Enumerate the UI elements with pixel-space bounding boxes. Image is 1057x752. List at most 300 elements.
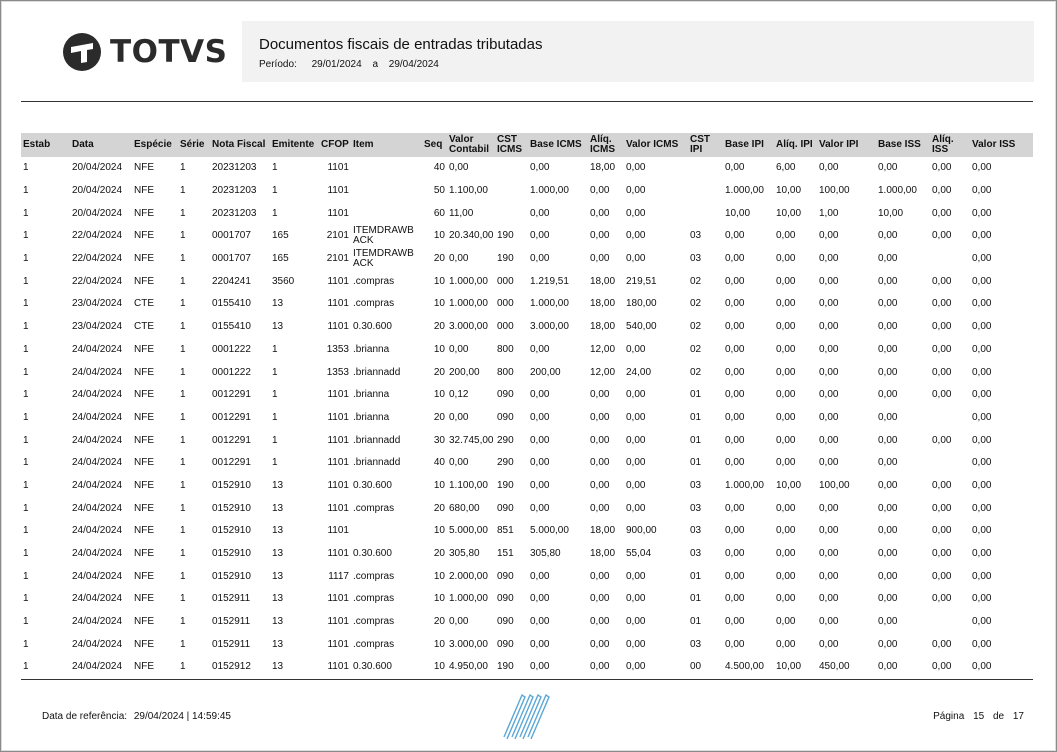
table-cell: 0152910 xyxy=(212,502,251,514)
table-cell xyxy=(495,157,528,180)
table-cell: 3560 xyxy=(272,275,295,287)
table-cell: 24/04/2024 xyxy=(70,656,132,679)
table-cell: 0,00 xyxy=(725,298,745,310)
table-cell: CTE xyxy=(134,321,154,333)
table-cell: 1 xyxy=(272,366,278,378)
table-cell: 0,00 xyxy=(972,185,992,197)
table-cell: 0,00 xyxy=(878,616,898,628)
table-cell: 200,00 xyxy=(530,366,561,378)
table-cell: 2204241 xyxy=(212,275,251,287)
column-header: CST IPI xyxy=(688,133,723,157)
table-cell: 1.100,00 xyxy=(449,185,488,197)
table-cell: 0,00 xyxy=(972,638,992,650)
table-cell: 0,00 xyxy=(972,457,992,469)
table-cell: 0,00 xyxy=(725,275,745,287)
table-cell: 10 xyxy=(433,525,445,537)
table-cell: 1 xyxy=(180,411,186,423)
table-cell: 1 xyxy=(23,185,29,197)
footer-brand-icon xyxy=(500,693,556,739)
table-cell: NFE xyxy=(134,389,154,401)
table-row xyxy=(21,361,1033,384)
page-total: 17 xyxy=(1012,711,1024,722)
table-cell: 1 xyxy=(23,207,29,219)
table-cell: 02 xyxy=(690,321,702,333)
table-cell: 000 xyxy=(497,275,514,287)
table-cell: 0,00 xyxy=(449,411,469,423)
table-row xyxy=(21,225,1033,248)
table-body xyxy=(21,157,1033,679)
table-cell: 0,00 xyxy=(776,457,796,469)
table-cell: 0,00 xyxy=(932,570,952,582)
table-cell: 0,00 xyxy=(590,389,610,401)
table-cell xyxy=(351,520,422,543)
table-cell: 1 xyxy=(180,366,186,378)
table-cell: 290 xyxy=(497,457,514,469)
table-cell xyxy=(688,157,723,180)
table-cell: 1 xyxy=(180,616,186,628)
table-row xyxy=(21,543,1033,566)
table-cell: 0,00 xyxy=(624,656,688,679)
table-cell: 0,00 xyxy=(819,366,839,378)
table-cell: 0,00 xyxy=(932,389,952,401)
table-cell: 00 xyxy=(688,656,723,679)
table-row xyxy=(21,407,1033,430)
table-cell: 20231203 xyxy=(212,162,257,174)
table-cell: 1 xyxy=(23,366,29,378)
table-cell xyxy=(351,180,422,203)
table-cell: 0,00 xyxy=(626,593,646,605)
table-cell: 0,00 xyxy=(932,502,952,514)
table-cell: 0,00 xyxy=(530,570,550,582)
table-cell: 0,00 xyxy=(972,411,992,423)
table-cell: 0,00 xyxy=(930,656,970,679)
table-cell: 0,00 xyxy=(725,638,745,650)
table-cell: 0,00 xyxy=(972,570,992,582)
table-cell: 0,00 xyxy=(530,343,550,355)
table-cell: 1 xyxy=(180,162,186,174)
table-cell: 0,00 xyxy=(819,457,839,469)
table-cell: 100,00 xyxy=(819,185,850,197)
table-cell: NFE xyxy=(134,230,154,242)
column-header: Alíq. ICMS xyxy=(588,133,624,157)
table-cell: .briannadd xyxy=(353,457,401,469)
table-cell: 1 xyxy=(180,298,186,310)
table-cell: ITEMDRAWBACK xyxy=(353,248,414,270)
table-cell xyxy=(495,180,528,203)
table-row xyxy=(21,565,1033,588)
table-cell: 1101 xyxy=(327,162,349,174)
table-cell: 23/04/2024 xyxy=(72,321,123,333)
table-cell: 24/04/2024 xyxy=(72,548,123,560)
table-cell: 0,00 xyxy=(725,457,745,469)
table-cell: 0012291 xyxy=(212,389,251,401)
table-cell: 1.000,00 xyxy=(878,185,917,197)
table-cell: 0,00 xyxy=(878,548,898,560)
table-cell: .brianna xyxy=(353,411,390,423)
table-cell: 0,00 xyxy=(932,162,952,174)
table-cell xyxy=(688,180,723,203)
table-cell: NFE xyxy=(134,162,154,174)
table-cell: 11,00 xyxy=(449,207,474,219)
table-cell: 0,00 xyxy=(972,389,992,401)
table-cell: 0,00 xyxy=(590,638,610,650)
table-cell xyxy=(930,452,970,475)
table-cell: 0,00 xyxy=(972,502,992,514)
table-cell: 0,00 xyxy=(590,434,610,446)
period-label: Período: xyxy=(259,59,297,70)
table-cell: 1,00 xyxy=(819,207,839,219)
table-cell: 20 xyxy=(433,548,445,560)
table-cell: 0,00 xyxy=(932,298,952,310)
table-cell: 0012291 xyxy=(212,411,251,423)
table-cell: 0,00 xyxy=(725,502,745,514)
table-cell: 40 xyxy=(433,457,445,469)
table-cell: 1.100,00 xyxy=(449,479,488,491)
table-cell: 0,00 xyxy=(725,230,745,242)
period-start: 29/01/2024 xyxy=(311,59,362,70)
table-cell: 219,51 xyxy=(626,275,657,287)
table-cell: .compras xyxy=(353,298,395,310)
table-cell: 0,00 xyxy=(878,411,898,423)
totvs-logo-icon xyxy=(62,32,102,72)
column-header: CST ICMS xyxy=(495,133,528,157)
table-cell: 1 xyxy=(23,457,29,469)
table-cell: 1.000,00 xyxy=(530,298,569,310)
table-cell: 0152910 xyxy=(212,525,251,537)
column-header: Valor ICMS xyxy=(624,133,688,157)
table-cell: 0012291 xyxy=(212,434,251,446)
table-cell: 23/04/2024 xyxy=(72,298,123,310)
table-cell: 0,00 xyxy=(776,570,796,582)
table-cell: 1 xyxy=(23,162,29,174)
table-cell: 03 xyxy=(690,548,702,560)
reference-date xyxy=(42,711,231,722)
table-cell: 0,00 xyxy=(972,275,992,287)
table-row xyxy=(21,270,1033,293)
table-cell: 0,00 xyxy=(972,479,992,491)
table-cell: 03 xyxy=(690,525,702,537)
table-row xyxy=(21,497,1033,520)
table-cell: 0152911 xyxy=(212,593,251,605)
table-cell: 10 xyxy=(433,343,445,355)
table-cell: 0,00 xyxy=(972,616,992,628)
table-cell: 090 xyxy=(497,389,514,401)
table-cell xyxy=(688,202,723,225)
table-cell: 0,00 xyxy=(588,656,624,679)
table-cell: 24/04/2024 xyxy=(72,343,123,355)
table-cell: 20 xyxy=(433,366,445,378)
table-cell: 0,00 xyxy=(626,230,646,242)
table-cell: 0001707 xyxy=(212,230,251,242)
column-header: Base ICMS xyxy=(528,133,588,157)
table-cell: 0,00 xyxy=(626,343,646,355)
table-cell: 5.000,00 xyxy=(530,525,569,537)
table-cell: NFE xyxy=(134,638,154,650)
table-cell: 165 xyxy=(272,253,289,265)
table-cell: 1101 xyxy=(327,434,349,446)
table-cell: 1 xyxy=(23,638,29,650)
table-cell: 24/04/2024 xyxy=(72,389,123,401)
table-cell: 03 xyxy=(690,253,702,265)
table-cell: 30 xyxy=(433,434,445,446)
table-cell: NFE xyxy=(134,185,154,197)
table-cell: NFE xyxy=(134,616,154,628)
table-row xyxy=(21,248,1033,271)
table-row xyxy=(21,452,1033,475)
table-cell: 0,00 xyxy=(530,162,550,174)
table-cell: 10 xyxy=(433,275,445,287)
table-cell: 0152911 xyxy=(212,638,251,650)
table-cell: 0,00 xyxy=(530,638,550,650)
table-cell: 1 xyxy=(23,389,29,401)
table-cell: 0,00 xyxy=(819,525,839,537)
table-cell: 1 xyxy=(180,548,186,560)
table-cell: 900,00 xyxy=(626,525,657,537)
table-cell: 0,00 xyxy=(878,593,898,605)
table-cell: 1 xyxy=(180,321,186,333)
table-cell: 0,00 xyxy=(626,570,646,582)
report-period xyxy=(259,59,439,70)
table-cell: 2101 xyxy=(326,253,349,265)
table-cell: 0,00 xyxy=(528,656,588,679)
table-cell: 0,00 xyxy=(626,162,646,174)
table-cell: 10 xyxy=(433,230,445,242)
table-cell: 24/04/2024 xyxy=(72,479,123,491)
table-cell: 0,00 xyxy=(725,548,745,560)
table-cell: 1 xyxy=(180,457,186,469)
table-cell: 0,00 xyxy=(819,275,839,287)
table-cell: CTE xyxy=(134,298,154,310)
table-cell: 0,00 xyxy=(449,162,469,174)
table-cell: 20231203 xyxy=(212,207,257,219)
table-cell: 1.000,00 xyxy=(530,185,569,197)
table-cell: 0,00 xyxy=(878,479,898,491)
table-cell: 851 xyxy=(497,525,514,537)
table-cell: 0,00 xyxy=(776,525,796,537)
table-row xyxy=(21,611,1033,634)
table-cell: 1 xyxy=(23,479,29,491)
table-cell: 0,00 xyxy=(878,275,898,287)
column-header: Alíq. IPI xyxy=(774,133,817,157)
page-label: Página xyxy=(933,711,965,722)
table-cell: 0,00 xyxy=(530,253,550,265)
table-cell: 13 xyxy=(272,638,284,650)
table-cell: 1 xyxy=(180,570,186,582)
column-header: Emitente xyxy=(270,133,319,157)
table-cell: 0,00 xyxy=(776,638,796,650)
table-cell: 0,00 xyxy=(972,366,992,378)
table-row xyxy=(21,202,1033,225)
table-cell: 0155410 xyxy=(212,298,251,310)
table-cell: 090 xyxy=(497,570,514,582)
table-cell: 0,00 xyxy=(449,616,469,628)
table-cell: NFE xyxy=(134,593,154,605)
table-cell: 0,00 xyxy=(626,253,646,265)
table-cell: 13 xyxy=(272,525,284,537)
table-cell: 0,00 xyxy=(626,389,646,401)
table-header-row xyxy=(21,133,1033,157)
table-cell: 0,00 xyxy=(819,411,839,423)
table-cell: 20/04/2024 xyxy=(72,185,123,197)
table-cell: 02 xyxy=(690,275,702,287)
table-cell: 0,00 xyxy=(972,230,992,242)
table-cell: 0.30.600 xyxy=(353,321,392,333)
table-cell: 0,00 xyxy=(776,593,796,605)
table-cell: 0,00 xyxy=(449,253,469,265)
table-cell: 03 xyxy=(690,479,702,491)
column-header: Alíq. ISS xyxy=(930,133,970,157)
table-cell: 0152912 xyxy=(210,656,270,679)
table-cell: 24/04/2024 xyxy=(72,434,123,446)
table-cell xyxy=(930,611,970,634)
table-cell: 0012291 xyxy=(212,457,251,469)
table-cell: 0,00 xyxy=(776,411,796,423)
table-cell: 000 xyxy=(497,298,514,310)
reference-date-value: 29/04/2024 | 14:59:45 xyxy=(133,711,231,722)
table-cell: NFE xyxy=(134,548,154,560)
table-cell: 13 xyxy=(272,548,284,560)
table-cell: 01 xyxy=(690,593,702,605)
table-cell: 0,00 xyxy=(776,548,796,560)
table-cell: .compras xyxy=(353,593,395,605)
table-cell: 0,00 xyxy=(972,593,992,605)
table-cell: 0,00 xyxy=(878,638,898,650)
table-cell: 1 xyxy=(23,343,29,355)
table-cell: 1 xyxy=(180,479,186,491)
table-cell: 10 xyxy=(422,656,447,679)
table-row xyxy=(21,588,1033,611)
table-cell: 0,00 xyxy=(590,570,610,582)
table-cell: 0,00 xyxy=(972,298,992,310)
table-cell: NFE xyxy=(134,275,154,287)
table-cell: 0,00 xyxy=(725,366,745,378)
table-cell: 01 xyxy=(690,616,702,628)
table-cell: 0,00 xyxy=(725,616,745,628)
table-cell: 0,00 xyxy=(725,434,745,446)
table-cell: 18,00 xyxy=(590,298,616,310)
table-cell: 24/04/2024 xyxy=(72,570,123,582)
table-cell: 24/04/2024 xyxy=(72,366,123,378)
table-cell: 0.30.600 xyxy=(351,656,422,679)
table-cell: NFE xyxy=(134,479,154,491)
table-cell: 20231203 xyxy=(212,185,257,197)
table-cell: 20 xyxy=(433,321,445,333)
table-cell: 800 xyxy=(497,343,514,355)
table-cell: 0,00 xyxy=(932,321,952,333)
table-cell: 0152911 xyxy=(212,616,251,628)
table-cell: 0,00 xyxy=(776,230,796,242)
table-cell: 0152910 xyxy=(212,479,251,491)
fiscal-documents-table xyxy=(21,133,1033,680)
table-cell: 18,00 xyxy=(590,525,616,537)
table-cell: 22/04/2024 xyxy=(72,275,123,287)
table-cell: .compras xyxy=(353,638,395,650)
table-cell: 18,00 xyxy=(590,548,616,560)
table-cell: 0,00 xyxy=(878,253,898,265)
table-cell: 10,00 xyxy=(878,207,904,219)
table-cell: 1 xyxy=(272,185,278,197)
table-cell: 24/04/2024 xyxy=(72,411,123,423)
table-cell: 01 xyxy=(690,570,702,582)
table-cell: 2.000,00 xyxy=(449,570,488,582)
table-cell: 12,00 xyxy=(590,343,616,355)
table-row xyxy=(21,384,1033,407)
table-cell: 1353 xyxy=(326,343,349,355)
table-cell: 0,00 xyxy=(590,207,610,219)
table-cell: 1101 xyxy=(327,275,349,287)
table-cell: 0,00 xyxy=(932,275,952,287)
table-cell: 0,00 xyxy=(626,411,646,423)
table-cell: 0,00 xyxy=(878,434,898,446)
table-cell: 3.000,00 xyxy=(449,321,488,333)
table-cell: 0,00 xyxy=(878,525,898,537)
table-cell: 02 xyxy=(690,298,702,310)
table-cell: 0,00 xyxy=(819,616,839,628)
column-header: Série xyxy=(178,133,210,157)
table-cell: 0,00 xyxy=(530,593,550,605)
table-cell: 0,00 xyxy=(590,411,610,423)
table-cell: 1101 xyxy=(327,638,349,650)
table-cell: 0,00 xyxy=(776,343,796,355)
column-header: Base ISS xyxy=(876,133,930,157)
table-cell: 24/04/2024 xyxy=(72,638,123,650)
table-cell: 1 xyxy=(23,616,29,628)
table-cell: NFE xyxy=(134,434,154,446)
table-cell: 0,00 xyxy=(725,343,745,355)
table-cell: NFE xyxy=(134,343,154,355)
table-cell: .compras xyxy=(353,275,395,287)
table-cell: 10,00 xyxy=(774,656,817,679)
table-cell: 10 xyxy=(433,593,445,605)
table-cell: 0,00 xyxy=(932,230,952,242)
table-cell: 1 xyxy=(180,343,186,355)
table-cell: 0,00 xyxy=(776,275,796,287)
table-row xyxy=(21,180,1033,203)
table-cell: 10,00 xyxy=(776,479,802,491)
table-cell: 190 xyxy=(497,230,514,242)
table-cell xyxy=(495,202,528,225)
table-cell: 4.500,00 xyxy=(723,656,774,679)
table-cell: .brianna xyxy=(353,343,390,355)
table-cell: 090 xyxy=(497,638,514,650)
table-cell: .compras xyxy=(353,502,395,514)
table-cell: 1.000,00 xyxy=(725,185,764,197)
table-cell: 1 xyxy=(272,162,278,174)
table-cell: 1101 xyxy=(327,616,349,628)
table-cell: 1117 xyxy=(328,570,349,582)
column-header: Espécie xyxy=(132,133,178,157)
table-cell: 0152910 xyxy=(212,548,251,560)
table-row xyxy=(21,293,1033,316)
table-cell: 0152910 xyxy=(212,570,251,582)
table-cell: 0,00 xyxy=(932,185,952,197)
table-cell: 1101 xyxy=(319,656,351,679)
table-row xyxy=(21,339,1033,362)
table-cell: .briannadd xyxy=(353,434,401,446)
table-cell: 0,00 xyxy=(932,593,952,605)
table-cell: 0001222 xyxy=(212,366,251,378)
table-cell: 0,00 xyxy=(590,253,610,265)
table-cell: 1.000,00 xyxy=(725,479,764,491)
table-cell: 0,00 xyxy=(725,321,745,333)
table-cell: 0,00 xyxy=(819,593,839,605)
table-cell: NFE xyxy=(132,656,178,679)
table-cell: 180,00 xyxy=(626,298,657,310)
table-cell: 24/04/2024 xyxy=(72,593,123,605)
table-cell: 24/04/2024 xyxy=(72,525,123,537)
table-cell xyxy=(930,407,970,430)
table-cell: 0,00 xyxy=(449,457,469,469)
